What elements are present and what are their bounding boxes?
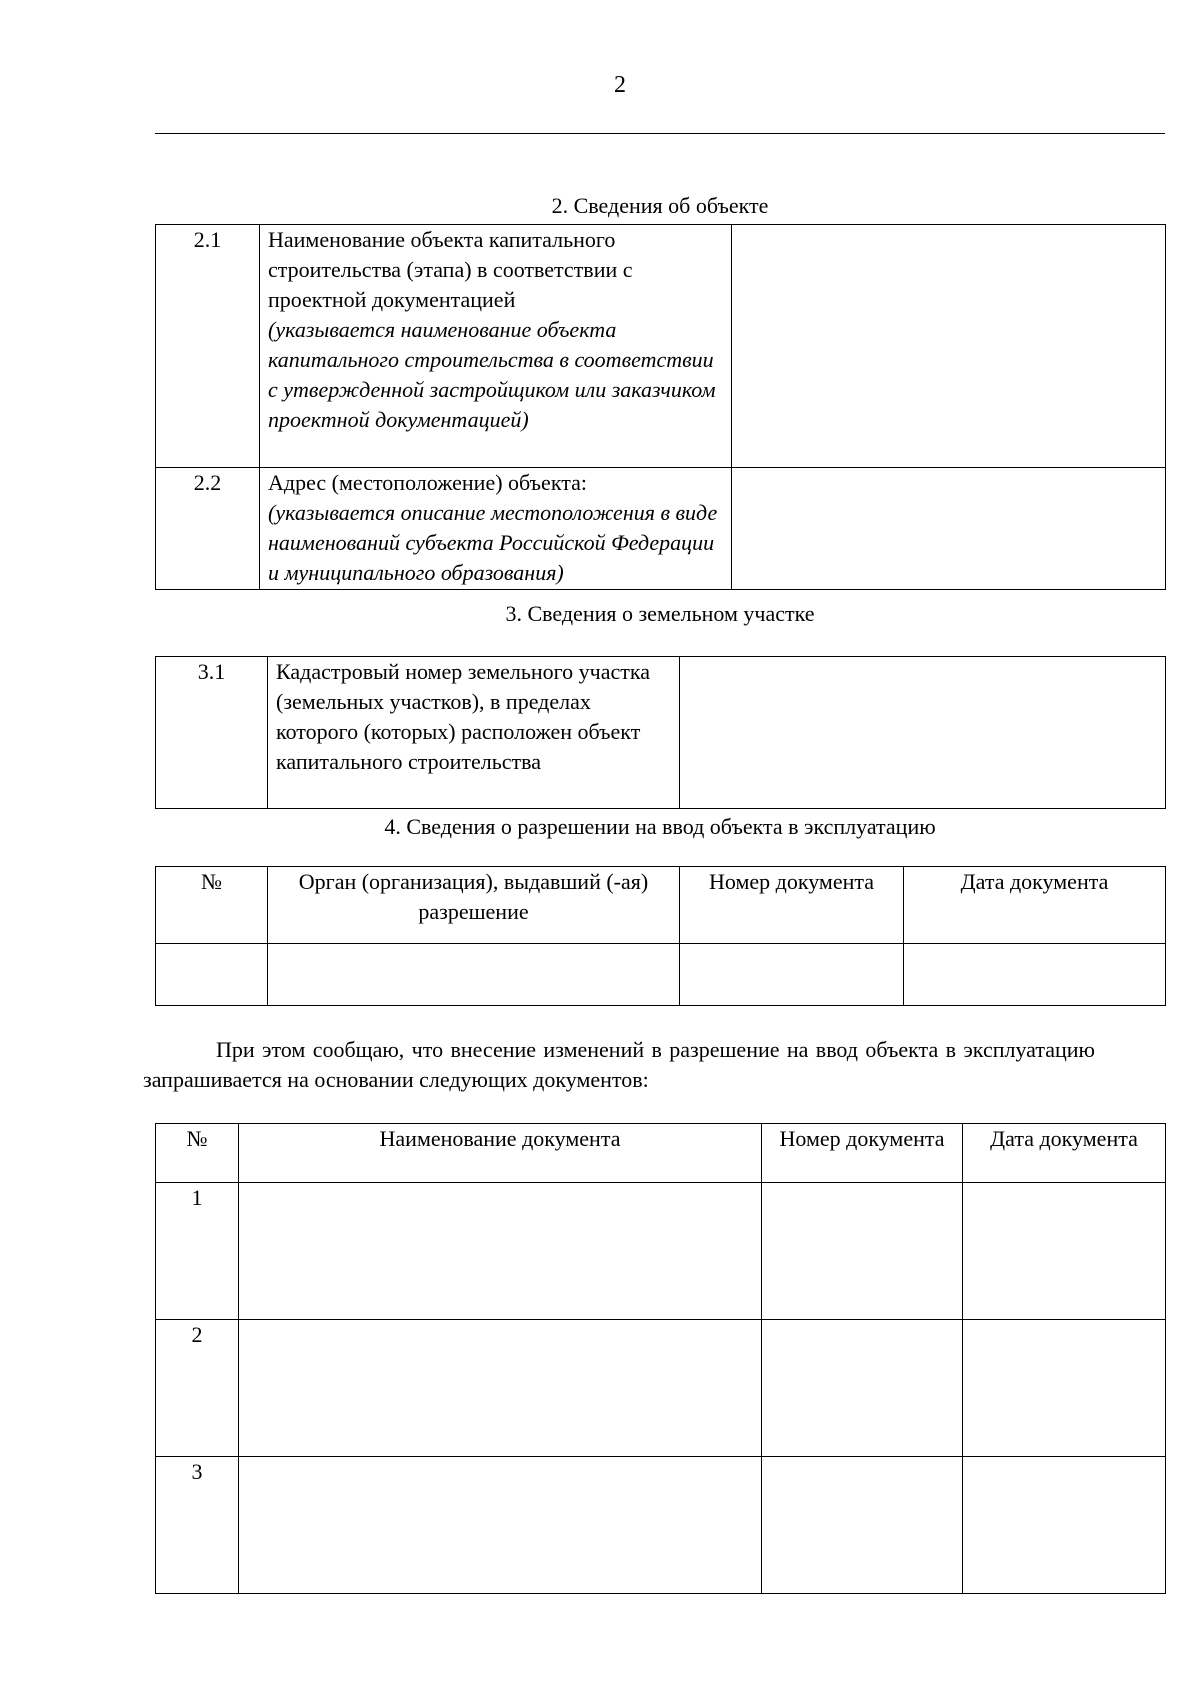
- table-header-row: [156, 867, 1166, 944]
- section-3-title: 3. Сведения о земельном участке: [505, 601, 815, 626]
- column-header-document-number: Номер документа: [680, 867, 904, 944]
- table-row: [156, 1457, 1166, 1594]
- column-header-authority: Орган (организация), выдавший (-ая) разрешение: [268, 867, 680, 944]
- permit-info-table: [155, 866, 1166, 1006]
- column-header-number: №: [156, 867, 268, 944]
- row-number: 3: [156, 1457, 239, 1594]
- table-row: [156, 468, 1166, 590]
- row-number: 1: [156, 1183, 239, 1320]
- column-header-document-date: Дата документа: [963, 1124, 1166, 1183]
- column-header-document-name: Наименование документа: [239, 1124, 762, 1183]
- permit-authority-cell[interactable]: [268, 944, 680, 1006]
- row-number: 2.1: [156, 225, 260, 468]
- object-address-field[interactable]: [732, 468, 1166, 590]
- document-date-cell[interactable]: [963, 1320, 1166, 1457]
- row-label: [260, 225, 732, 468]
- document-date-cell[interactable]: [963, 1183, 1166, 1320]
- hint-text: (указывается описание местоположения в виде наименований субъекта Российской Федерации и муниципального образования): [268, 500, 718, 585]
- table-row: [156, 944, 1166, 1006]
- row-label: [260, 468, 732, 590]
- document-name-cell[interactable]: [239, 1457, 762, 1594]
- statement-paragraph: При этом сообщаю, что внесение изменений в разрешение на ввод объекта в эксплуатацию запрашивается на основании следующих документов:: [143, 1037, 1095, 1092]
- column-header-document-date: Дата документа: [904, 867, 1166, 944]
- permit-document-date-cell[interactable]: [904, 944, 1166, 1006]
- table-row: [156, 1183, 1166, 1320]
- column-header-document-number: Номер документа: [762, 1124, 963, 1183]
- document-number-cell[interactable]: [762, 1320, 963, 1457]
- hint-text: (указывается наименование объекта капитального строительства в соответствии с утвержденной застройщиком или заказчиком проектной документацией): [268, 317, 716, 432]
- row-number: 2: [156, 1320, 239, 1457]
- column-header-number: №: [156, 1124, 239, 1183]
- document-number-cell[interactable]: [762, 1457, 963, 1594]
- documents-table: [155, 1123, 1166, 1594]
- cadastral-number-field[interactable]: [680, 657, 1166, 809]
- permit-number-cell[interactable]: [156, 944, 268, 1006]
- permit-document-number-cell[interactable]: [680, 944, 904, 1006]
- label-text: Наименование объекта капитального строительства (этапа) в соответствии с проектной документацией: [268, 227, 633, 312]
- row-label: Кадастровый номер земельного участка (земельных участков), в пределах которого (которых) расположен объект капитального строительства: [268, 657, 680, 809]
- section-2-title: 2. Сведения об объекте: [551, 193, 769, 218]
- table-row: [156, 1320, 1166, 1457]
- object-info-table: [155, 224, 1166, 590]
- document-date-cell[interactable]: [963, 1457, 1166, 1594]
- page-number: 2: [614, 72, 626, 98]
- row-number: 3.1: [156, 657, 268, 809]
- header-rule: [155, 133, 1165, 134]
- document-name-cell[interactable]: [239, 1183, 762, 1320]
- document-number-cell[interactable]: [762, 1183, 963, 1320]
- table-header-row: [156, 1124, 1166, 1183]
- row-number: 2.2: [156, 468, 260, 590]
- table-row: [156, 657, 1166, 809]
- section-4-title: 4. Сведения о разрешении на ввод объекта в эксплуатацию: [384, 814, 936, 839]
- label-text: Адрес (местоположение) объекта:: [268, 470, 587, 495]
- object-name-field[interactable]: [732, 225, 1166, 468]
- table-row: [156, 225, 1166, 468]
- land-plot-table: [155, 656, 1166, 809]
- document-name-cell[interactable]: [239, 1320, 762, 1457]
